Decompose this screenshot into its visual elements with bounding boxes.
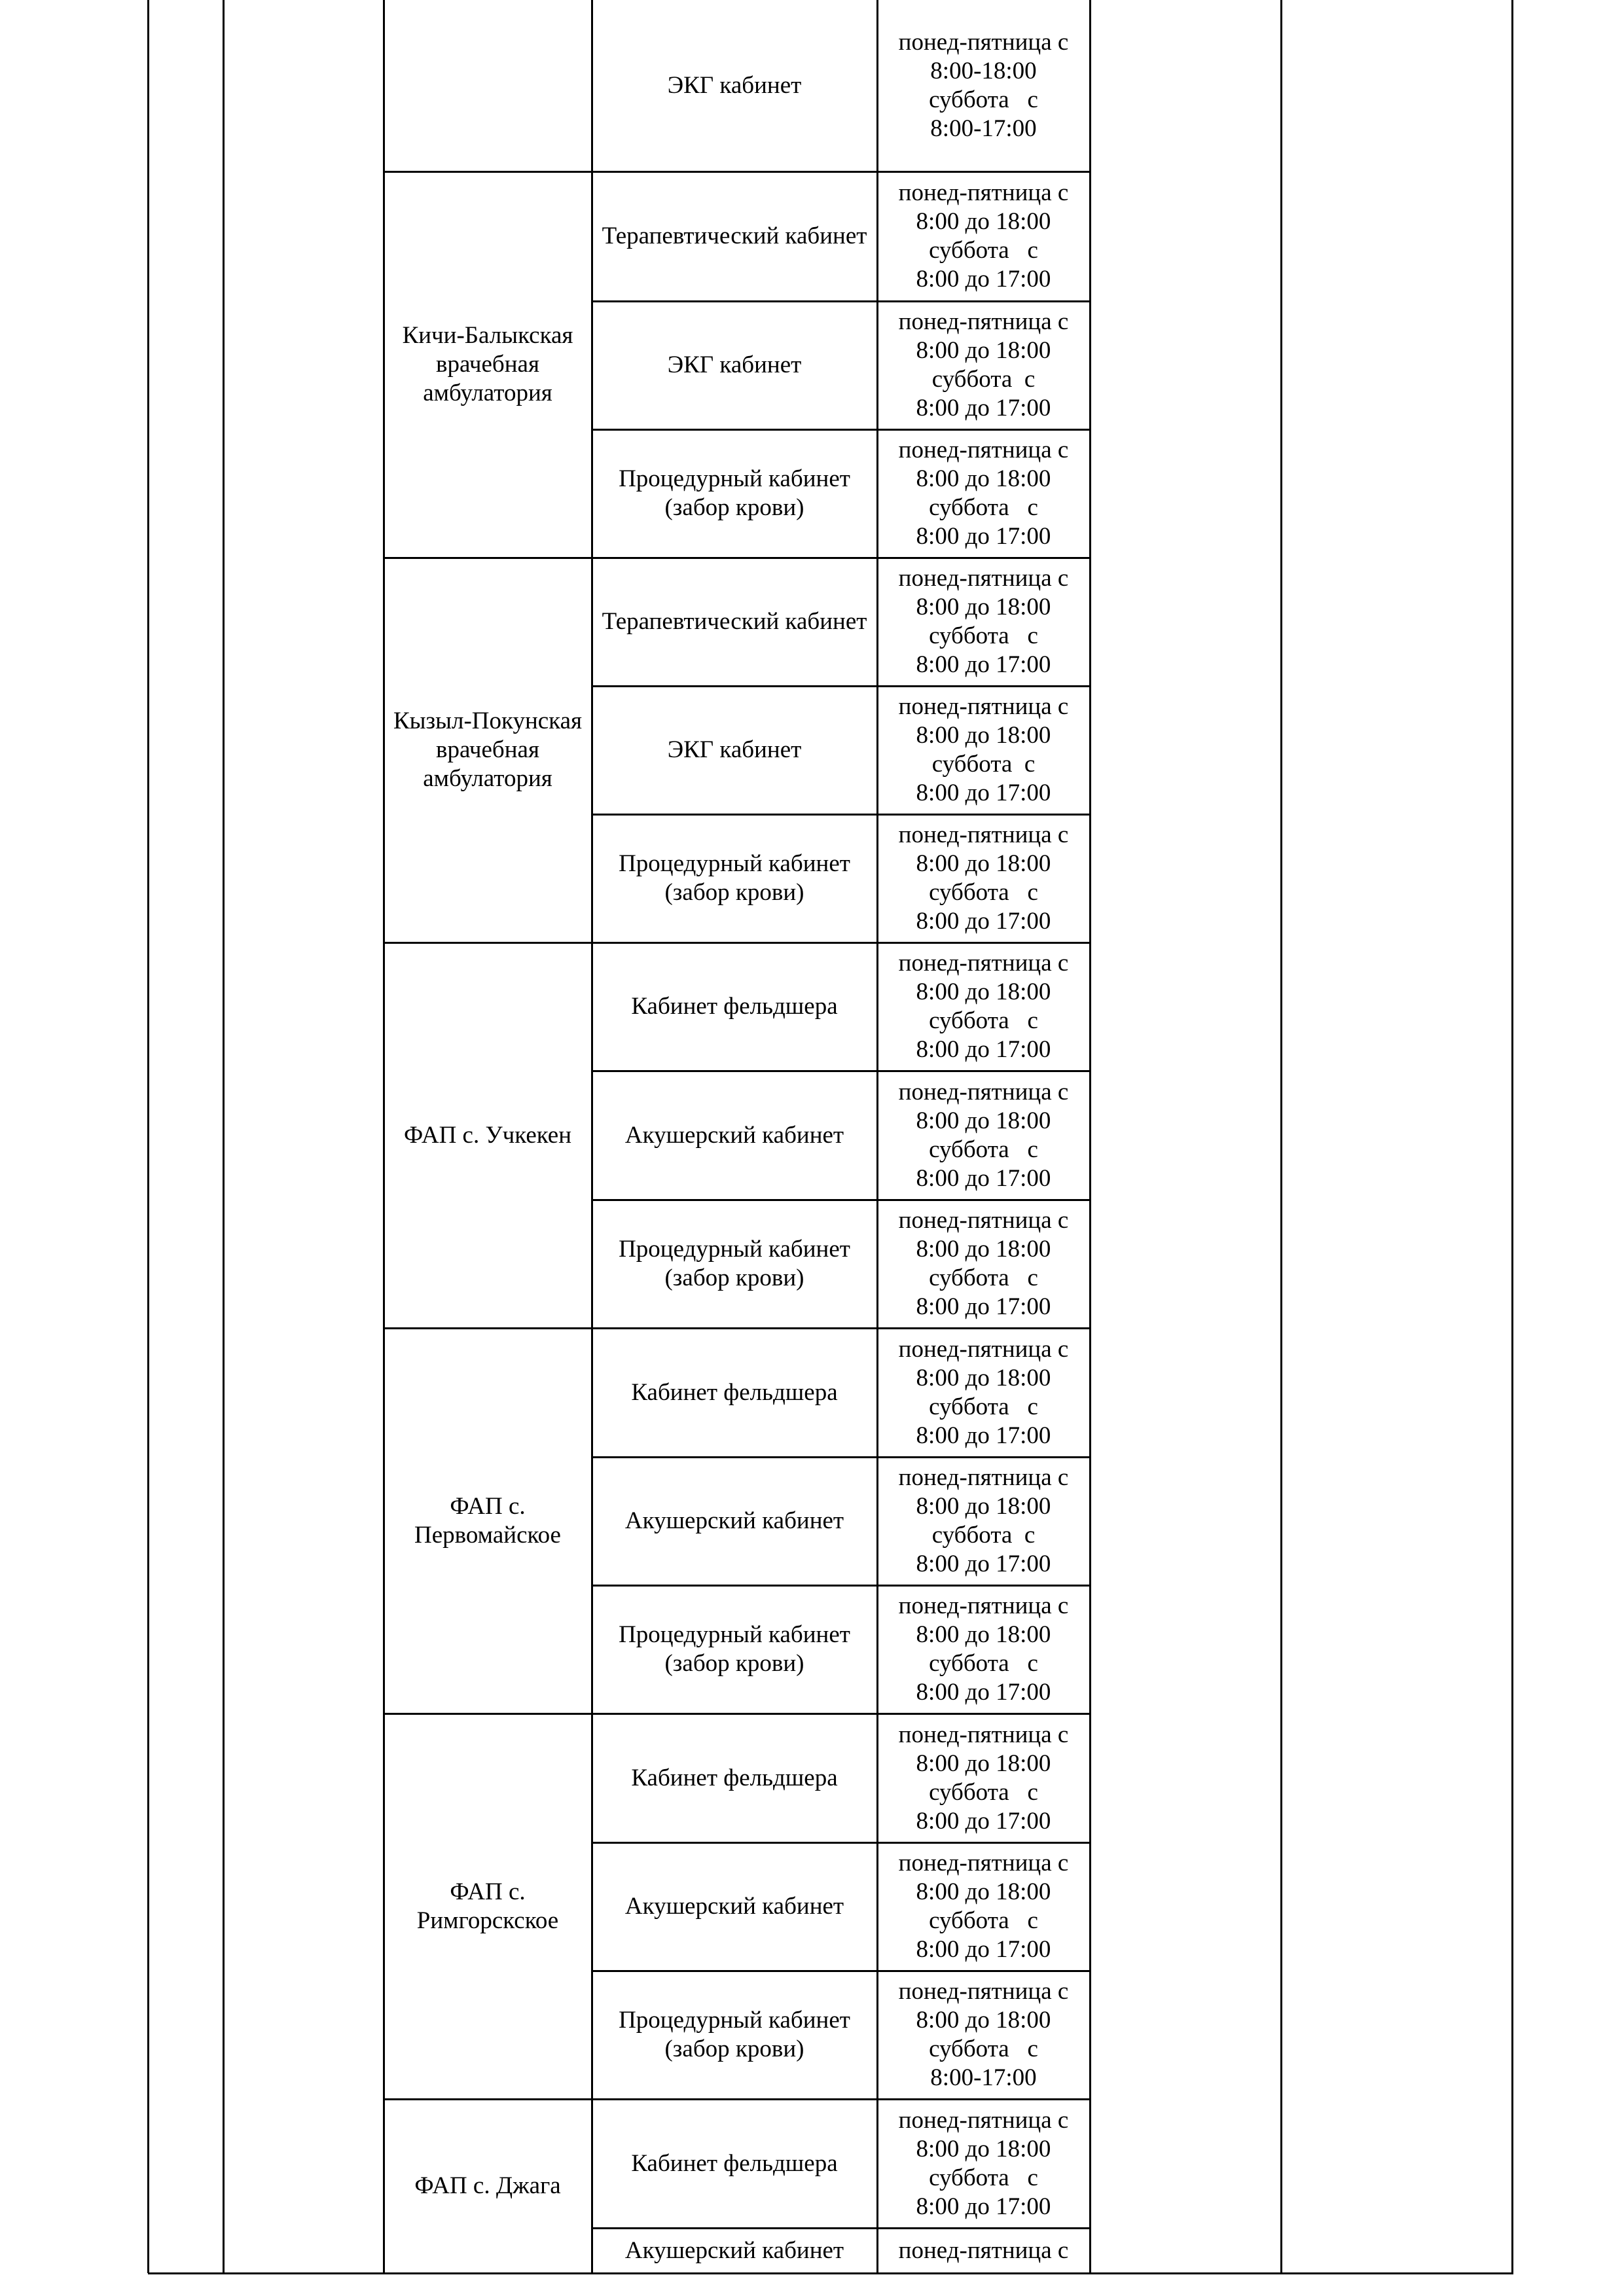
schedule-cell-line: суббота с (929, 2036, 1038, 2062)
table-column-rule (147, 0, 149, 2273)
schedule-cell-line: суббота с (929, 1007, 1038, 1034)
table-column-rule (1511, 0, 1513, 2273)
schedule-cell-line: 8:00 до 18:00 (916, 1364, 1051, 1391)
room-cell (592, 1071, 877, 1200)
room-cell-line: (забор крови) (664, 1265, 804, 1291)
room-cell (592, 0, 877, 171)
schedule-cell (877, 301, 1090, 429)
facility-name-cell (384, 1328, 592, 1713)
facility-name-cell-line: амбулатория (423, 380, 552, 406)
schedule-cell (877, 1713, 1090, 1842)
schedule-cell-line: понед-пятница с (898, 693, 1069, 720)
schedule-cell-line: суббота с (929, 86, 1038, 113)
schedule-cell-line: 8:00 до 18:00 (916, 722, 1051, 749)
room-cell (592, 2228, 877, 2273)
schedule-cell-line: суббота с (929, 1265, 1038, 1291)
facility-name-cell-line: ФАП с. Джага (414, 2172, 561, 2199)
schedule-cell-line: понед-пятница с (898, 1850, 1069, 1876)
room-cell (592, 942, 877, 1071)
room-cell (592, 1457, 877, 1585)
schedule-cell (877, 942, 1090, 1071)
room-cell-line: ЭКГ кабинет (667, 736, 802, 763)
schedule-cell-line: 8:00-18:00 (930, 58, 1037, 84)
facility-name-cell (384, 1713, 592, 2099)
facility-name-cell-line: ФАП с. (450, 1492, 526, 1520)
room-cell-line: Процедурный кабинет (619, 1236, 850, 1263)
room-cell (592, 686, 877, 814)
schedule-cell-line: 8:00 до 17:00 (916, 1293, 1051, 1320)
schedule-cell (877, 1585, 1090, 1713)
schedule-cell-line: 8:00 до 17:00 (916, 780, 1051, 806)
room-cell-line: Кабинет фельдшера (631, 1764, 838, 1791)
schedule-cell-line: суббота с (929, 1136, 1038, 1163)
room-cell-line: Акушерский кабинет (624, 1507, 844, 1534)
schedule-cell-line: суббота с (929, 622, 1038, 649)
schedule-cell-line: 8:00 до 18:00 (916, 594, 1051, 620)
schedule-cell-line: 8:00 до 17:00 (916, 1551, 1051, 1577)
schedule-cell-line: 8:00 до 17:00 (916, 651, 1051, 678)
schedule-cell-line: 8:00 до 17:00 (916, 1936, 1051, 1963)
schedule-cell-line: 8:00-17:00 (930, 2064, 1037, 2091)
schedule-cell-line: понед-пятница с (898, 437, 1069, 463)
schedule-cell-line: понед-пятница с (898, 821, 1069, 848)
schedule-cell-line: суббота с (929, 1393, 1038, 1420)
facility-name-cell-line: Римгорскское (416, 1907, 559, 1934)
schedule-cell-line: понед-пятница с (898, 950, 1069, 977)
schedule-cell-line: 8:00 до 18:00 (916, 2007, 1051, 2034)
schedule-cell (877, 2099, 1090, 2228)
facility-name-cell-line: врачебная (435, 736, 539, 763)
schedule-cell (877, 2228, 1090, 2273)
schedule-cell-line: суббота с (931, 366, 1036, 393)
schedule-cell-line: 8:00 до 18:00 (916, 1878, 1051, 1905)
schedule-cell-line: 8:00 до 18:00 (916, 978, 1051, 1005)
schedule-cell-line: 8:00 до 18:00 (916, 208, 1051, 235)
schedule-cell-line: 8:00 до 18:00 (916, 465, 1051, 492)
room-cell (592, 1328, 877, 1457)
schedule-cell-line: суббота с (929, 1778, 1038, 1806)
schedule-cell-line: 8:00 до 17:00 (916, 523, 1051, 550)
schedule-cell-line: 8:00 до 17:00 (916, 1036, 1051, 1063)
schedule-cell-line: 8:00 до 17:00 (916, 266, 1051, 293)
schedule-cell-line: суббота с (931, 751, 1036, 778)
facility-name-cell (384, 2099, 592, 2273)
schedule-cell-line: 8:00 до 18:00 (916, 1749, 1051, 1777)
schedule-cell-line: суббота с (929, 494, 1038, 521)
schedule-cell-line: понед-пятница с (898, 179, 1069, 206)
schedule-cell-line: понед-пятница с (898, 2106, 1069, 2134)
room-cell (592, 2099, 877, 2228)
schedule-cell-line: суббота с (929, 2164, 1038, 2191)
room-cell-line: (забор крови) (664, 1650, 804, 1677)
schedule-cell-line: понед-пятница с (898, 1335, 1069, 1363)
schedule-cell-line: 8:00 до 18:00 (916, 2135, 1051, 2162)
room-cell (592, 814, 877, 942)
facility-name-cell-line: амбулатория (423, 765, 552, 792)
schedule-cell-line: понед-пятница с (898, 565, 1069, 592)
schedule-cell-line: понед-пятница с (898, 1078, 1069, 1105)
room-cell-line: Акушерский кабинет (624, 1121, 844, 1149)
schedule-cell-line: понед-пятница с (898, 1721, 1069, 1748)
table-column-rule (223, 0, 225, 2273)
room-cell-line: Терапевтический кабинет (602, 223, 867, 249)
room-cell (592, 558, 877, 686)
schedule-cell (877, 814, 1090, 942)
schedule-cell (877, 171, 1090, 301)
schedule-cell-line: суббота с (931, 1522, 1036, 1549)
room-cell (592, 171, 877, 301)
room-cell-line: (забор крови) (664, 879, 804, 906)
schedule-cell-line: 8:00 до 17:00 (916, 1679, 1051, 1706)
schedule-cell-line: 8:00 до 18:00 (916, 850, 1051, 877)
room-cell-line: Кабинет фельдшера (631, 1378, 838, 1406)
room-cell (592, 1200, 877, 1328)
facility-name-cell-line: ФАП с. (450, 1878, 526, 1905)
facility-name-cell (384, 558, 592, 942)
schedule-cell (877, 1971, 1090, 2099)
schedule-cell-line: понед-пятница с (898, 1978, 1069, 2005)
schedule-cell-line: понед-пятница с (898, 2236, 1069, 2264)
room-cell (592, 1585, 877, 1713)
room-cell-line: (забор крови) (664, 2036, 804, 2062)
facility-name-cell-line: Кызыл-Покунская (393, 708, 583, 734)
schedule-cell (877, 429, 1090, 558)
schedule-cell-line: понед-пятница с (898, 29, 1069, 56)
schedule-cell-line: понед-пятница с (898, 1592, 1069, 1619)
facility-name-cell-line: Кичи-Балыкская (402, 322, 573, 349)
schedule-cell (877, 1842, 1090, 1971)
room-cell (592, 429, 877, 558)
room-cell-line: Процедурный кабинет (619, 465, 850, 492)
schedule-cell (877, 1071, 1090, 1200)
schedule-cell-line: суббота с (929, 1650, 1038, 1677)
room-cell-line: Акушерский кабинет (624, 1893, 844, 1920)
room-cell (592, 1713, 877, 1842)
schedule-cell (877, 1328, 1090, 1457)
facility-name-cell (384, 942, 592, 1328)
schedule-cell-line: 8:00 до 18:00 (916, 1621, 1051, 1648)
facility-name-cell (384, 171, 592, 558)
schedule-cell (877, 558, 1090, 686)
room-cell-line: Процедурный кабинет (619, 850, 850, 877)
schedule-cell-line: 8:00 до 17:00 (916, 908, 1051, 935)
schedule-cell-line: 8:00 до 18:00 (916, 1107, 1051, 1134)
schedule-cell-line: 8:00 до 18:00 (916, 1493, 1051, 1520)
schedule-cell-line: суббота с (929, 237, 1038, 264)
schedule-cell-line: 8:00 до 17:00 (916, 1164, 1051, 1192)
schedule-cell-line: 8:00 до 17:00 (916, 395, 1051, 422)
schedule-cell (877, 1457, 1090, 1585)
schedule-cell-line: 8:00 до 18:00 (916, 1236, 1051, 1263)
room-cell-line: Акушерский кабинет (624, 2236, 844, 2264)
schedule-cell-line: 8:00 до 17:00 (916, 1422, 1051, 1449)
room-cell (592, 1842, 877, 1971)
room-cell-line: Кабинет фельдшера (631, 993, 838, 1020)
room-cell (592, 1971, 877, 2099)
schedule-cell-line: понед-пятница с (898, 1464, 1069, 1491)
schedule-cell-line: 8:00-17:00 (930, 115, 1037, 142)
room-cell-line: Кабинет фельдшера (631, 2149, 838, 2177)
room-cell (592, 301, 877, 429)
room-cell-line: (забор крови) (664, 494, 804, 521)
facility-name-cell-line: врачебная (435, 351, 539, 378)
room-cell-line: ЭКГ кабинет (667, 72, 802, 99)
table-column-rule (1280, 0, 1282, 2273)
schedule-cell (877, 0, 1090, 171)
room-cell-line: Терапевтический кабинет (602, 608, 867, 635)
schedule-cell (877, 686, 1090, 814)
room-cell-line: Процедурный кабинет (619, 1621, 850, 1648)
room-cell-line: Процедурный кабинет (619, 2007, 850, 2034)
schedule-cell-line: суббота с (929, 1907, 1038, 1934)
facility-name-cell-line: ФАП с. Учкекен (403, 1121, 572, 1149)
room-cell-line: ЭКГ кабинет (667, 351, 802, 378)
facility-name-cell-line: Первомайское (414, 1521, 561, 1549)
schedule-cell-line: 8:00 до 18:00 (916, 337, 1051, 364)
schedule-cell-line: понед-пятница с (898, 308, 1069, 335)
schedule-cell-line: суббота с (929, 879, 1038, 906)
schedule-cell (877, 1200, 1090, 1328)
schedule-cell-line: понед-пятница с (898, 1207, 1069, 1234)
schedule-cell-line: 8:00 до 17:00 (916, 2193, 1051, 2220)
schedule-cell-line: 8:00 до 17:00 (916, 1807, 1051, 1835)
